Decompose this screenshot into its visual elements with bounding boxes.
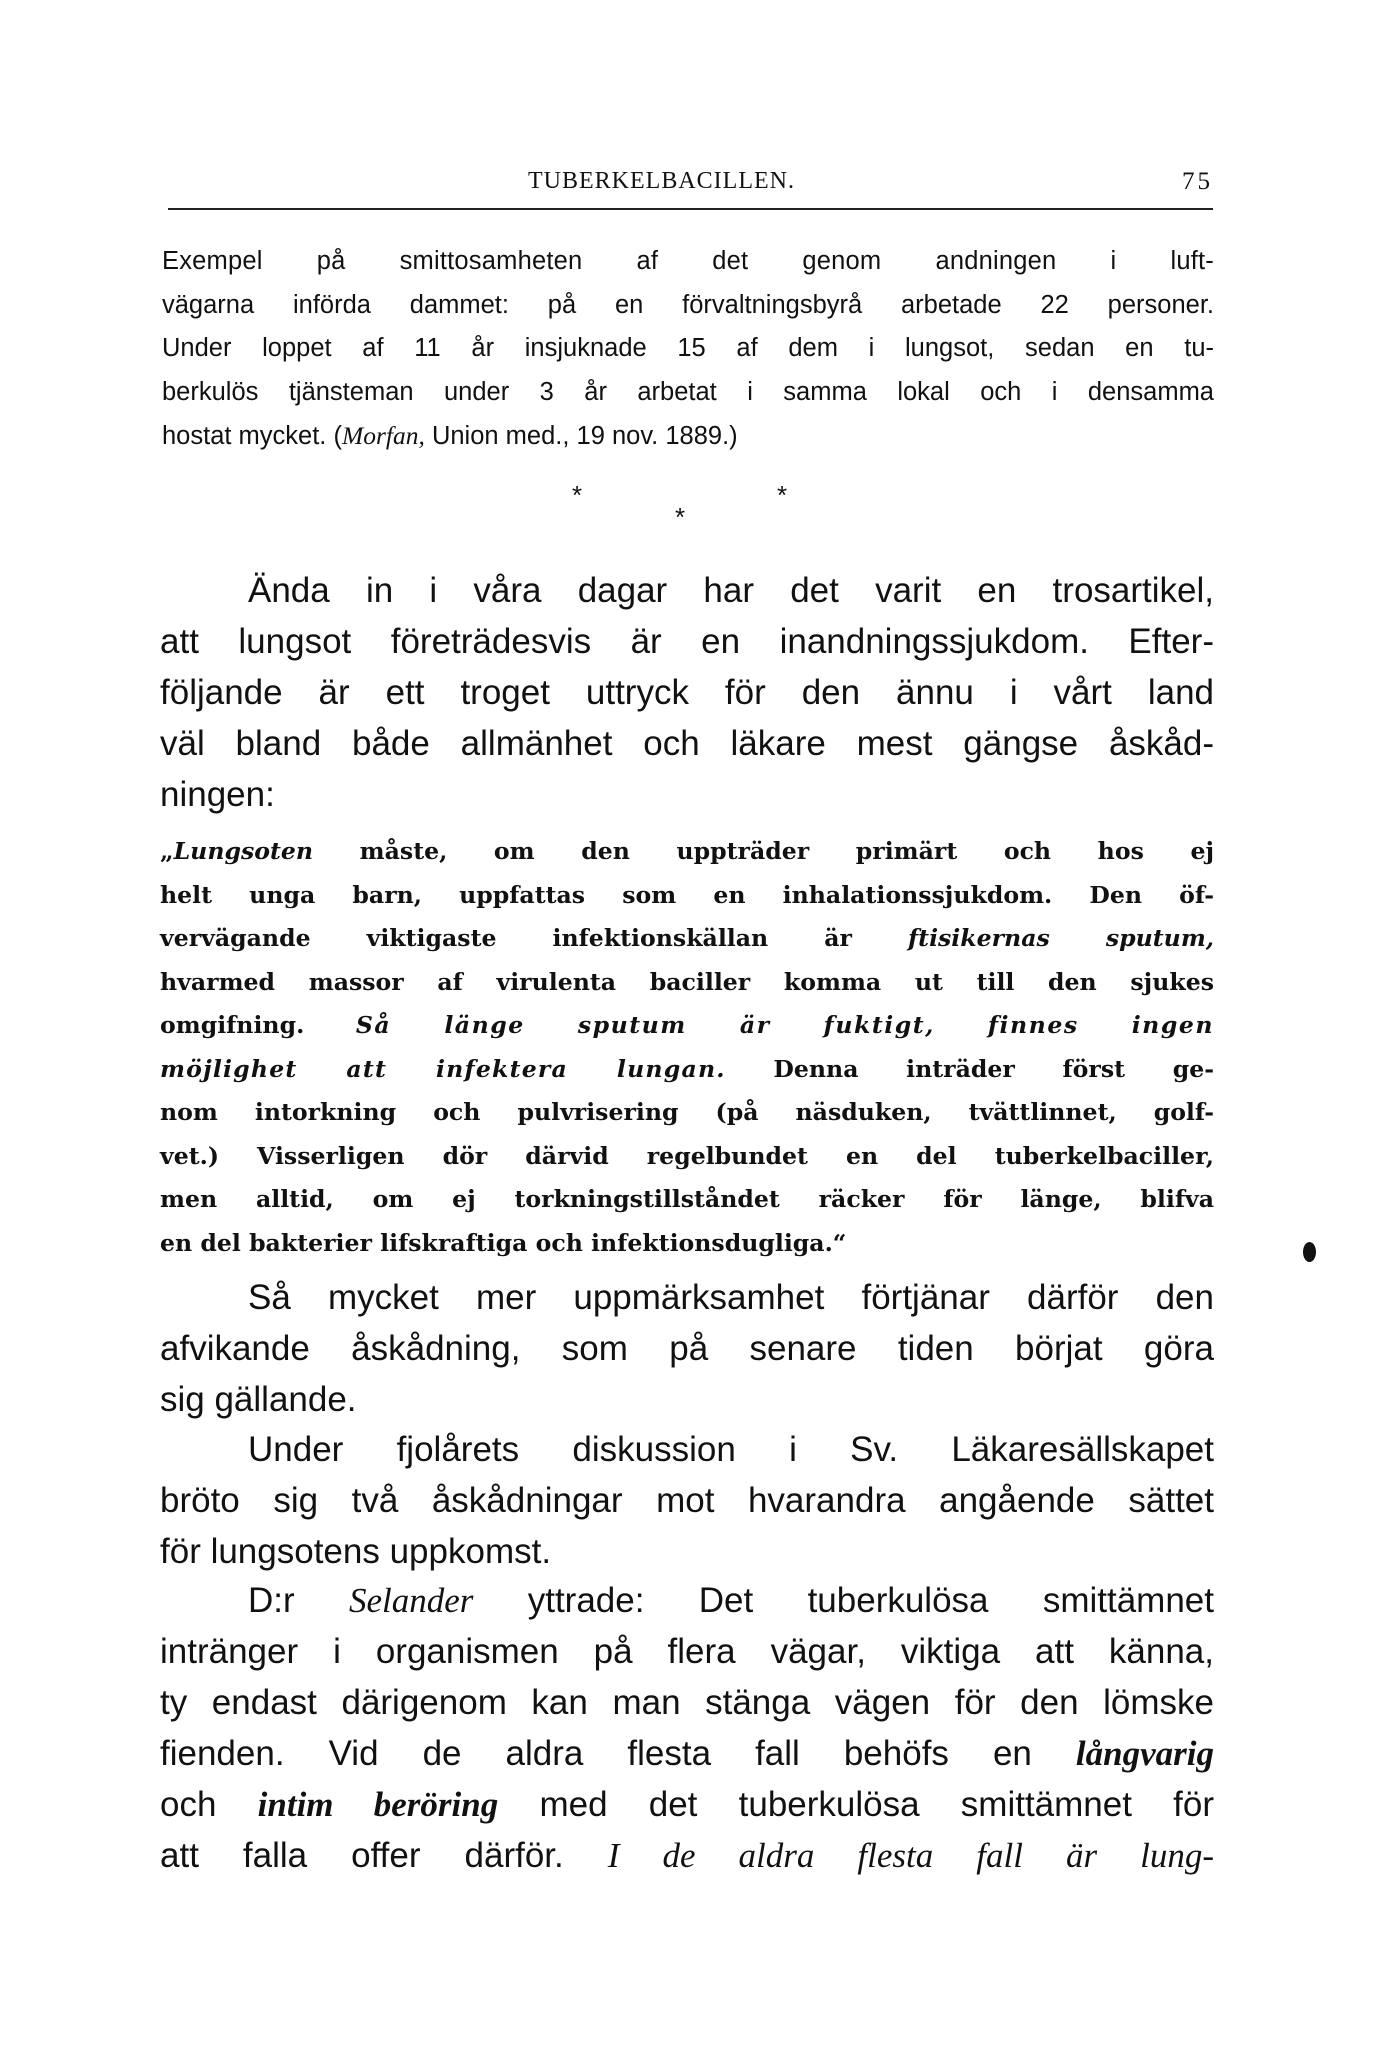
asterisk: * [572, 480, 583, 510]
text-line: berkulös tjänsteman under 3 år arbetat i samma lokal och i densamma [162, 377, 1214, 406]
section-break-asterism [0, 480, 1400, 540]
text-line: Under fjolårets diskussion i Sv. Läkaresällskapet [248, 1430, 1214, 1469]
text-line: vet.) Visserligen dör därvid regelbundet en del tuberkelbaciller, [160, 1141, 1214, 1170]
text-line [160, 1779, 1214, 1830]
text-run: med det tuberkulösa smittämnet för [498, 1785, 1215, 1824]
text-line [160, 1830, 1214, 1881]
paragraph-under [160, 1424, 1214, 1577]
asterisk: * [777, 480, 788, 510]
text-line: en del bakterier lifskraftiga och infektionsdugliga.“ [160, 1228, 847, 1257]
open-quote: „ [160, 837, 174, 865]
text-line: Under loppet af 11 år insjuknade 15 af dem i lungsot, sedan en tu- [162, 334, 1214, 362]
quoted-passage [160, 830, 1214, 1265]
text-line: bröto sig två åskådningar mot hvarandra angående sättet [160, 1481, 1214, 1520]
text-line: ningen: [160, 775, 275, 814]
text-run: hostat mycket. ( [162, 422, 342, 450]
paragraph-sa [160, 1272, 1214, 1425]
text-line: Så mycket mer uppmärksamhet förtjänar därför den [248, 1278, 1214, 1317]
text-line: väl bland både allmänhet och läkare mest gängse åskåd- [160, 724, 1214, 763]
text-line: Exempel på smittosamheten af det genom andningen i luft- [162, 247, 1214, 275]
text-line: intränger i organismen på flera vägar, viktiga att känna, [160, 1632, 1214, 1671]
page-number: 75 [1182, 168, 1213, 195]
text-line: afvikande åskådning, som på senare tiden börjat göra [160, 1329, 1214, 1368]
text-line [160, 1004, 1214, 1048]
text-run: omgifning. [160, 1011, 356, 1039]
text-line: men alltid, om ej torkningstillståndet räcker för länge, blifva [160, 1185, 1214, 1213]
text-run: D:r [248, 1581, 349, 1620]
italic-run: I de aldra flesta fall är lung- [607, 1836, 1214, 1875]
header-rule [168, 208, 1213, 210]
text-line: nom intorkning och pulvrisering (på näsduken, tvättlinnet, golf- [160, 1098, 1214, 1126]
paragraph-anda [160, 565, 1214, 820]
text-line: hvarmed massor af virulenta baciller komma ut till den sjukes [160, 967, 1214, 996]
text-run: att falla offer därför. [160, 1836, 608, 1875]
text-run: fienden. Vid de aldra flesta fall behöfs en [160, 1734, 1076, 1773]
running-title: TUBERKELBACILLEN. [528, 168, 795, 194]
text-line [160, 1575, 1214, 1626]
text-line [160, 830, 1214, 874]
text-line: följande är ett troget uttryck för den ännu i vårt land [160, 673, 1214, 712]
italic-run: ftisikernas sputum, [908, 924, 1214, 952]
text-run: och [160, 1785, 258, 1824]
text-line: ty endast därigenom kan man stänga vägen för den lömske [160, 1683, 1214, 1722]
text-run: Denna inträder först ge- [725, 1054, 1214, 1083]
text-run: Union med., 19 nov. 1889.) [424, 422, 738, 450]
person-name: Selander [348, 1581, 474, 1620]
italic-run: Lungsoten [173, 837, 314, 865]
asterisk: * [675, 502, 686, 532]
example-paragraph [162, 240, 1214, 459]
citation-author: Morfan, [341, 421, 425, 450]
italic-run: möjlighet att infektera lungan. [160, 1054, 726, 1083]
emphasis-run: långvarig [1075, 1734, 1214, 1773]
text-run: vervägande viktigaste infektionskällan är [160, 924, 909, 952]
text-line [160, 1728, 1214, 1779]
text-line: sig gällande. [160, 1380, 357, 1419]
text-line: för lungsotens uppkomst. [160, 1532, 552, 1571]
text-line: Ända in i våra dagar har det varit en trosartikel, [248, 571, 1214, 610]
emphasis-run: intim beröring [257, 1785, 499, 1824]
text-run: måste, om den uppträder primärt och hos ej [313, 837, 1214, 865]
text-line [162, 414, 1214, 459]
italic-run: Så länge sputum är fuktigt, finnes ingen [355, 1011, 1214, 1039]
text-line [160, 917, 1214, 961]
text-run: yttrade: Det tuberkulösa smittämnet [473, 1581, 1214, 1620]
text-line: vägarna införda dammet: på en förvaltningsbyrå arbetade 22 personer. [162, 290, 1214, 319]
running-head [168, 168, 1213, 202]
ink-spot [1303, 1242, 1316, 1262]
text-line: helt unga barn, uppfattas som en inhalationssjukdom. Den öf- [160, 880, 1214, 909]
paragraph-selander [160, 1575, 1214, 1881]
text-line: att lungsot företrädesvis är en inandningssjukdom. Efter- [160, 622, 1214, 661]
text-line [160, 1048, 1214, 1092]
